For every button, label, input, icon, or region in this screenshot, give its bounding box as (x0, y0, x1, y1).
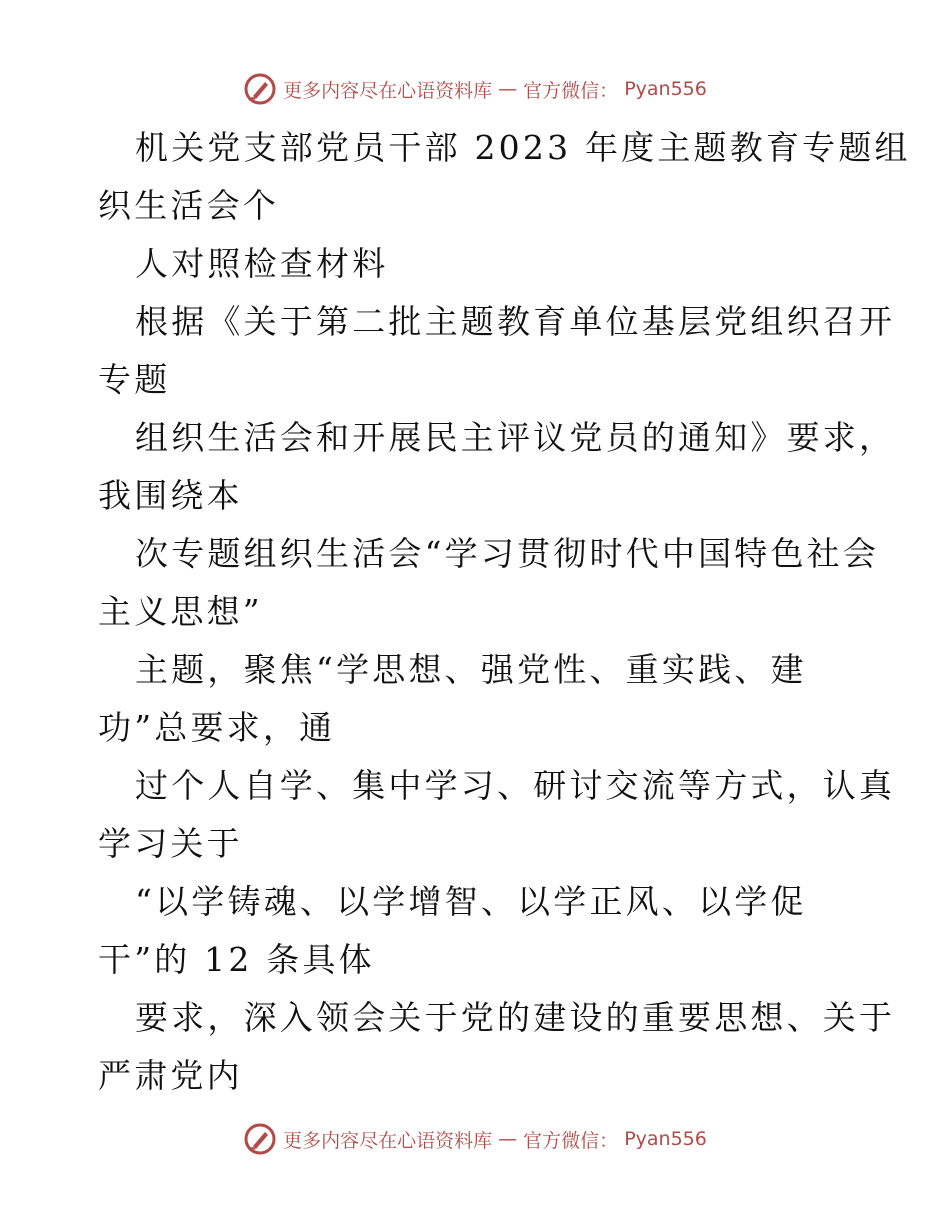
banner-label: 官方微信： (523, 1129, 619, 1152)
footer-watermark-banner (0, 1122, 950, 1156)
banner-account: Pyan556 (624, 1128, 707, 1150)
banner-label: 官方微信： (523, 79, 619, 102)
body-line: 织生活会个 (98, 186, 279, 225)
body-line: 机关党支部党员干部 2023 年度主题教育专题组 (135, 128, 911, 167)
body-line: 学习关于 (98, 824, 243, 863)
body-line: 干”的 12 条具体 (98, 940, 375, 979)
body-line: 人对照检查材料 (135, 244, 389, 283)
body-line: 功”总要求，通 (98, 708, 336, 747)
body-line: 组织生活会和开展民主评议党员的通知》要求， (135, 418, 896, 457)
pen-logo-icon (243, 1122, 277, 1156)
body-line: 要求，深入领会关于党的建设的重要思想、关于 (135, 998, 896, 1037)
banner-separator: — (498, 78, 518, 100)
banner-account: Pyan556 (624, 78, 707, 100)
body-line: 主义思想” (98, 592, 263, 631)
banner-text: 更多内容尽在心语资料库 (283, 79, 493, 102)
pen-logo-icon (243, 72, 277, 106)
body-line: 严肃党内 (98, 1056, 243, 1095)
header-watermark-banner (0, 72, 950, 106)
body-line: “以学铸魂、以学增智、以学正风、以学促 (135, 882, 807, 921)
body-line: 过个人自学、集中学习、研讨交流等方式，认真 (135, 766, 896, 805)
body-line: 专题 (98, 360, 171, 399)
body-line: 我围绕本 (98, 476, 243, 515)
body-line: 根据《关于第二批主题教育单位基层党组织召开 (135, 302, 896, 341)
body-line: 主题，聚焦“学思想、强党性、重实践、建 (135, 650, 807, 689)
banner-separator: — (498, 1128, 518, 1150)
body-line: 次专题组织生活会“学习贯彻时代中国特色社会 (135, 534, 880, 573)
banner-text: 更多内容尽在心语资料库 (283, 1129, 493, 1152)
